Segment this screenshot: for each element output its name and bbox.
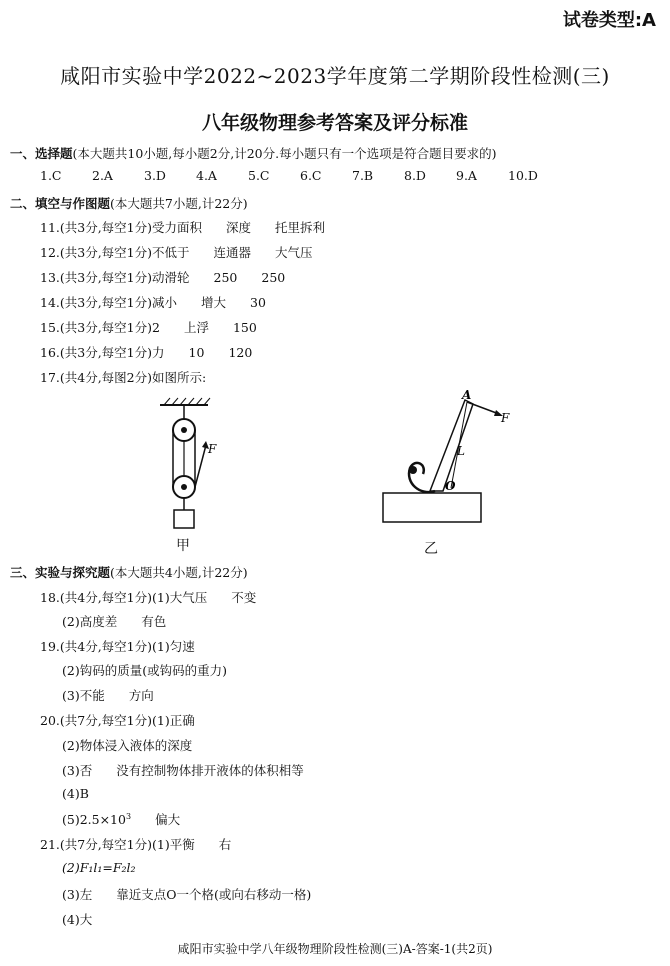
q17	[40, 368, 206, 386]
mc-answer: 6.C	[300, 168, 322, 183]
q21-line3	[62, 885, 311, 903]
main-title: 咸阳市实验中学2022~2023学年度第二学期阶段性检测(三)	[60, 64, 610, 88]
section2-title: 二、填空与作图题	[10, 196, 111, 211]
q20-line5	[62, 810, 180, 828]
q16-a3: 120	[228, 345, 253, 360]
q21-a3: 靠近支点O一个格(或向右移动一格)	[116, 887, 312, 902]
figure-yi-caption: 乙	[424, 541, 438, 557]
section3-title: 三、实验与探究题	[10, 565, 111, 580]
q11-a3: 托里拆利	[275, 220, 326, 235]
q12	[40, 243, 313, 261]
mc-answer: 4.A	[196, 168, 217, 183]
q15-a1: 2	[152, 320, 160, 335]
section1-heading	[10, 144, 496, 162]
q21-line2: (2)F₁l₁=F₂l₂	[62, 860, 136, 875]
q21-text1: 21.(共7分,每空1分)(1)平衡	[40, 837, 195, 852]
q17-label: 17.(共4分,每图2分)	[40, 370, 153, 385]
q15-a3: 150	[232, 320, 257, 335]
q20-exponent: 3	[125, 811, 132, 821]
q14-a3: 30	[250, 295, 266, 310]
q11	[40, 218, 325, 236]
section3-desc: (本大题共4小题,计22分)	[110, 565, 248, 580]
q11-a2: 深度	[226, 220, 252, 235]
mc-answers	[40, 168, 560, 183]
page-footer: 咸阳市实验中学八年级物理阶段性检测(三)A-答案-1(共2页)	[177, 942, 493, 956]
pulley-figure	[150, 395, 230, 545]
mc-answer: 3.D	[144, 168, 166, 183]
figure-jia-caption: 甲	[176, 538, 190, 554]
q12-a2: 连通器	[213, 245, 252, 260]
lever-force-label: F	[501, 411, 510, 425]
q21-line4: (4)大	[62, 912, 93, 927]
section2-desc: (本大题共7小题,计22分)	[110, 196, 248, 211]
q16	[40, 343, 252, 361]
q16-label: 16.(共3分,每空1分)	[40, 345, 153, 360]
q19-line2: (2)钩码的质量(或钩码的重力)	[62, 663, 227, 678]
q14	[40, 293, 266, 311]
section1-desc: (本大题共10小题,每小题2分,计20分.每小题只有一个选项是符合题目要求的)	[72, 146, 497, 161]
q18-line1	[40, 588, 256, 606]
mc-answer: 2.A	[92, 168, 113, 183]
q13-label: 13.(共3分,每空1分)	[40, 270, 153, 285]
q19-a3: 方向	[128, 688, 154, 703]
q18-text: 18.(共4分,每空1分)(1)大气压	[40, 590, 208, 605]
q20-line1: 20.(共7分,每空1分)(1)正确	[40, 713, 195, 728]
q16-a1: 力	[152, 345, 165, 360]
point-o-label: O	[445, 479, 456, 493]
q20-a5: 偏大	[155, 812, 181, 827]
base-block	[383, 493, 481, 522]
q14-a1: 减小	[152, 295, 178, 310]
q21-a1: 右	[218, 837, 232, 852]
lever-arm	[430, 400, 473, 491]
q16-a2: 10	[188, 345, 205, 360]
section1-title: 一、选择题	[10, 146, 73, 161]
mc-answer: 7.B	[352, 168, 374, 183]
force-arrow	[195, 445, 206, 487]
arm-label: L	[457, 444, 465, 458]
mc-answer: 10.D	[508, 168, 538, 183]
q18-line2	[62, 612, 166, 630]
q20-line4: (4)B	[62, 786, 89, 801]
q20-line2: (2)物体浸入液体的深度	[62, 738, 193, 753]
q17-a1: 如图所示:	[152, 370, 207, 385]
q20-text3: (3)否	[62, 763, 93, 778]
q15-a2: 上浮	[183, 320, 209, 335]
q11-label: 11.(共3分,每空1分)	[40, 220, 153, 235]
q15-label: 15.(共3分,每空1分)	[40, 320, 153, 335]
q14-a2: 增大	[201, 295, 227, 310]
force-label: F	[208, 442, 217, 456]
q13-a1: 动滑轮	[152, 270, 190, 285]
q19-line3	[62, 686, 154, 704]
q20-a3: 没有控制物体排开液体的体积相等	[116, 763, 304, 778]
hook-weight	[174, 510, 194, 528]
mc-answer: 5.C	[248, 168, 270, 183]
mc-answer: 1.C	[40, 168, 62, 183]
paper-type: 试卷类型:A	[562, 10, 656, 31]
q18-text2: (2)高度差	[62, 614, 118, 629]
q13	[40, 268, 285, 286]
q11-a1: 受力面积	[152, 220, 203, 235]
q18-a1: 不变	[231, 590, 257, 605]
q15	[40, 318, 257, 336]
q12-label: 12.(共3分,每空1分)	[40, 245, 153, 260]
section3-heading	[10, 563, 248, 581]
q18-a2: 有色	[141, 614, 167, 629]
ceiling-hatch	[164, 398, 210, 405]
q12-a3: 大气压	[275, 245, 313, 260]
section2-heading	[10, 194, 248, 212]
q13-a2: 250	[213, 270, 238, 285]
q19-line1: 19.(共4分,每空1分)(1)匀速	[40, 639, 195, 654]
mc-answer: 8.D	[404, 168, 426, 183]
q13-a3: 250	[261, 270, 286, 285]
q19-text3: (3)不能	[62, 688, 105, 703]
q20-line3	[62, 761, 304, 779]
lever-figure	[375, 388, 535, 528]
q20-text5: (5)2.5×10	[62, 812, 126, 827]
q21-line1	[40, 835, 231, 853]
q12-a1: 不低于	[152, 245, 190, 260]
q21-text3: (3)左	[62, 887, 93, 902]
sub-title: 八年级物理参考答案及评分标准	[201, 112, 468, 134]
point-a-label: A	[462, 388, 472, 402]
q14-label: 14.(共3分,每空1分)	[40, 295, 153, 310]
mc-answer: 9.A	[456, 168, 477, 183]
